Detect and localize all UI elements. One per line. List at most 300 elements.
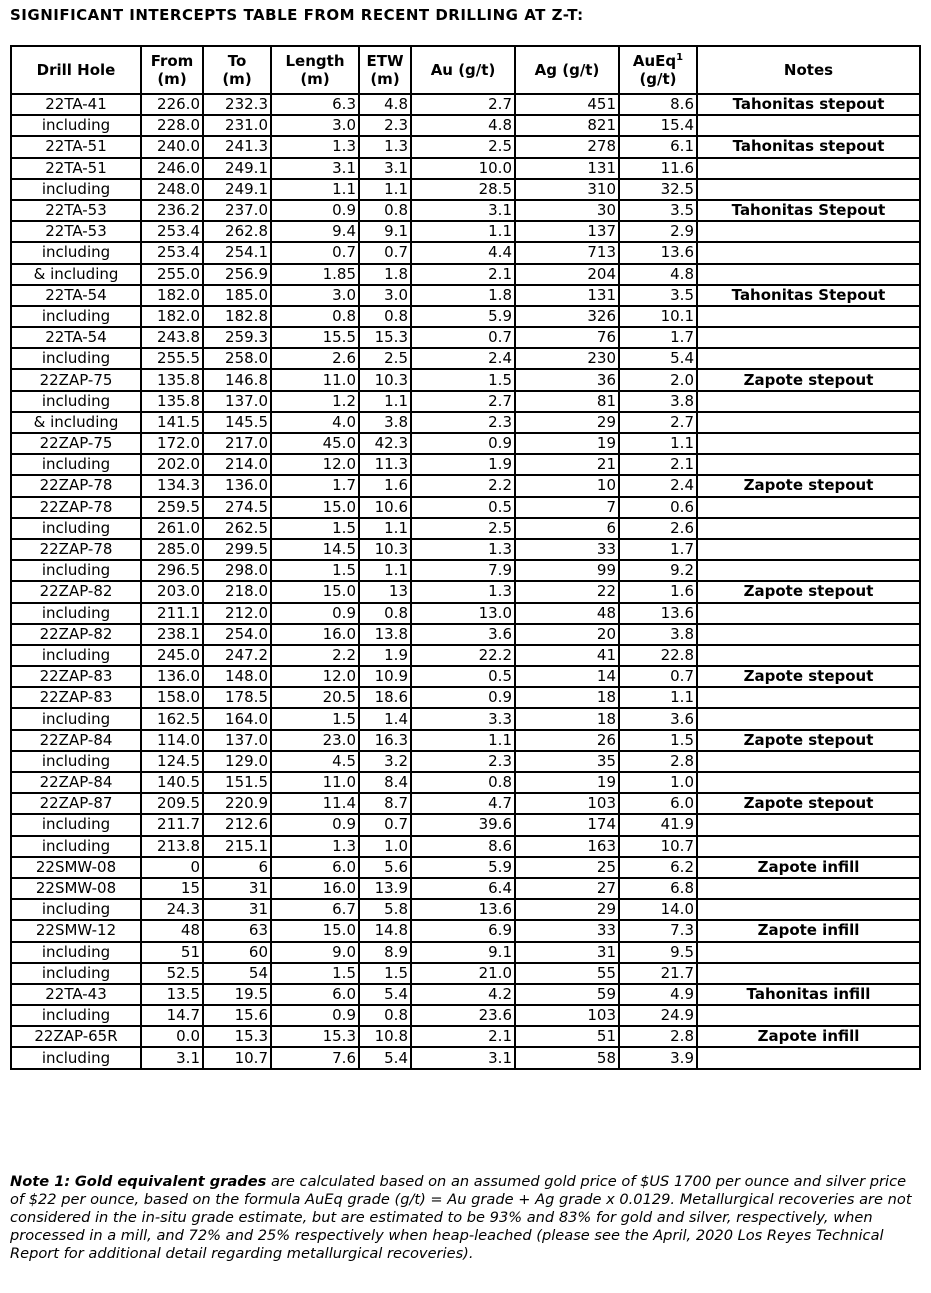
cell-au: 2.5 [411,136,515,157]
cell-to: 259.3 [203,327,271,348]
cell-to: 178.5 [203,687,271,708]
cell-aueq: 1.1 [619,687,697,708]
cell-length: 0.8 [271,306,359,327]
cell-ag: 26 [515,730,619,751]
cell-aueq: 2.8 [619,751,697,772]
cell-etw: 11.3 [359,454,411,475]
cell-length: 1.85 [271,264,359,285]
cell-au: 2.1 [411,264,515,285]
cell-aueq: 2.1 [619,454,697,475]
cell-from: 285.0 [141,539,203,560]
cell-etw: 1.8 [359,264,411,285]
cell-from: 211.7 [141,814,203,835]
cell-ag: 19 [515,772,619,793]
cell-notes [697,1047,920,1068]
cell-notes [697,836,920,857]
cell-etw: 1.1 [359,560,411,581]
cell-to: 15.3 [203,1026,271,1047]
cell-drill-hole: including [11,242,141,263]
cell-etw: 1.0 [359,836,411,857]
cell-from: 226.0 [141,94,203,115]
cell-aueq: 8.6 [619,94,697,115]
cell-length: 4.0 [271,412,359,433]
cell-au: 6.4 [411,878,515,899]
cell-notes [697,878,920,899]
cell-au: 0.5 [411,497,515,518]
cell-from: 15 [141,878,203,899]
cell-from: 209.5 [141,793,203,814]
cell-aueq: 4.8 [619,264,697,285]
cell-etw: 1.3 [359,136,411,157]
cell-aueq: 7.3 [619,920,697,941]
footnote-marker: 1 [676,52,684,63]
cell-au: 1.3 [411,539,515,560]
cell-drill-hole: 22ZAP-78 [11,497,141,518]
cell-length: 9.4 [271,221,359,242]
cell-ag: 29 [515,412,619,433]
cell-to: 60 [203,942,271,963]
header-from: From (m) [141,46,203,94]
cell-length: 12.0 [271,666,359,687]
cell-au: 1.8 [411,285,515,306]
footnote [10,1173,922,1263]
table-row [11,158,920,179]
cell-etw: 3.8 [359,412,411,433]
cell-etw: 10.3 [359,539,411,560]
cell-ag: 103 [515,1005,619,1026]
cell-au: 0.7 [411,327,515,348]
cell-notes: Tahonitas infill [697,984,920,1005]
cell-notes [697,1005,920,1026]
cell-drill-hole: 22ZAP-83 [11,687,141,708]
cell-drill-hole: 22SMW-12 [11,920,141,941]
cell-ag: 21 [515,454,619,475]
cell-aueq: 5.4 [619,348,697,369]
cell-au: 10.0 [411,158,515,179]
cell-aueq: 3.5 [619,285,697,306]
cell-from: 203.0 [141,581,203,602]
cell-notes [697,708,920,729]
cell-ag: 76 [515,327,619,348]
cell-etw: 10.8 [359,1026,411,1047]
cell-ag: 204 [515,264,619,285]
cell-length: 12.0 [271,454,359,475]
cell-au: 6.9 [411,920,515,941]
cell-ag: 55 [515,963,619,984]
cell-aueq: 1.5 [619,730,697,751]
cell-ag: 326 [515,306,619,327]
cell-notes [697,221,920,242]
cell-from: 13.5 [141,984,203,1005]
cell-ag: 31 [515,942,619,963]
cell-drill-hole: 22TA-54 [11,285,141,306]
table-row [11,560,920,581]
cell-notes [697,115,920,136]
cell-ag: 18 [515,708,619,729]
cell-to: 31 [203,878,271,899]
cell-ag: 33 [515,920,619,941]
cell-ag: 59 [515,984,619,1005]
cell-to: 137.0 [203,730,271,751]
cell-ag: 6 [515,518,619,539]
cell-length: 15.0 [271,581,359,602]
cell-notes [697,963,920,984]
cell-aueq: 32.5 [619,179,697,200]
cell-drill-hole: 22TA-43 [11,984,141,1005]
cell-drill-hole: including [11,836,141,857]
cell-length: 0.7 [271,242,359,263]
cell-aueq: 4.9 [619,984,697,1005]
table-row [11,687,920,708]
cell-notes [697,942,920,963]
cell-drill-hole: 22TA-51 [11,158,141,179]
cell-au: 2.7 [411,391,515,412]
cell-from: 182.0 [141,306,203,327]
cell-aueq: 6.1 [619,136,697,157]
cell-etw: 16.3 [359,730,411,751]
cell-notes [697,899,920,920]
cell-etw: 1.5 [359,963,411,984]
table-row [11,539,920,560]
cell-ag: 27 [515,878,619,899]
cell-length: 0.9 [271,200,359,221]
cell-notes [697,814,920,835]
cell-from: 255.0 [141,264,203,285]
cell-from: 253.4 [141,221,203,242]
cell-ag: 821 [515,115,619,136]
cell-ag: 41 [515,645,619,666]
cell-etw: 8.7 [359,793,411,814]
cell-etw: 0.8 [359,603,411,624]
cell-ag: 22 [515,581,619,602]
table-row [11,412,920,433]
cell-from: 182.0 [141,285,203,306]
cell-notes [697,412,920,433]
table-row [11,454,920,475]
cell-length: 15.5 [271,327,359,348]
cell-to: 148.0 [203,666,271,687]
cell-length: 6.0 [271,857,359,878]
cell-aueq: 2.8 [619,1026,697,1047]
cell-notes [697,391,920,412]
cell-ag: 7 [515,497,619,518]
cell-au: 2.3 [411,751,515,772]
cell-to: 241.3 [203,136,271,157]
cell-etw: 10.9 [359,666,411,687]
cell-au: 1.1 [411,730,515,751]
cell-length: 15.3 [271,1026,359,1047]
cell-au: 13.6 [411,899,515,920]
cell-etw: 13.9 [359,878,411,899]
cell-au: 4.8 [411,115,515,136]
cell-from: 124.5 [141,751,203,772]
cell-to: 185.0 [203,285,271,306]
cell-aueq: 0.7 [619,666,697,687]
cell-drill-hole: & including [11,264,141,285]
cell-notes [697,751,920,772]
cell-ag: 18 [515,687,619,708]
cell-etw: 1.6 [359,475,411,496]
cell-aueq: 2.0 [619,369,697,390]
cell-drill-hole: 22ZAP-65R [11,1026,141,1047]
cell-to: 220.9 [203,793,271,814]
cell-au: 0.8 [411,772,515,793]
cell-to: 151.5 [203,772,271,793]
header-etw: ETW (m) [359,46,411,94]
cell-etw: 0.8 [359,200,411,221]
table-row [11,814,920,835]
cell-etw: 8.9 [359,942,411,963]
cell-from: 248.0 [141,179,203,200]
cell-from: 0 [141,857,203,878]
cell-au: 21.0 [411,963,515,984]
cell-notes: Tahonitas stepout [697,94,920,115]
cell-etw: 0.8 [359,306,411,327]
cell-aueq: 2.7 [619,412,697,433]
table-row [11,730,920,751]
cell-length: 45.0 [271,433,359,454]
cell-au: 2.7 [411,94,515,115]
cell-notes: Tahonitas stepout [697,136,920,157]
cell-au: 5.9 [411,857,515,878]
cell-to: 146.8 [203,369,271,390]
cell-to: 19.5 [203,984,271,1005]
cell-from: 24.3 [141,899,203,920]
cell-length: 6.0 [271,984,359,1005]
cell-notes [697,645,920,666]
cell-notes [697,497,920,518]
cell-notes: Tahonitas Stepout [697,285,920,306]
cell-notes: Zapote stepout [697,793,920,814]
cell-from: 259.5 [141,497,203,518]
cell-etw: 3.0 [359,285,411,306]
cell-from: 48 [141,920,203,941]
cell-ag: 131 [515,285,619,306]
cell-notes [697,772,920,793]
cell-etw: 2.3 [359,115,411,136]
cell-notes [697,306,920,327]
cell-notes: Zapote stepout [697,666,920,687]
cell-drill-hole: including [11,518,141,539]
cell-au: 1.3 [411,581,515,602]
header-aueq: AuEq$^1$ (g/t) [619,46,697,94]
cell-from: 51 [141,942,203,963]
cell-length: 3.1 [271,158,359,179]
cell-etw: 2.5 [359,348,411,369]
cell-from: 253.4 [141,242,203,263]
table-row [11,984,920,1005]
cell-aueq: 14.0 [619,899,697,920]
cell-from: 14.7 [141,1005,203,1026]
cell-aueq: 2.4 [619,475,697,496]
cell-drill-hole: 22ZAP-75 [11,433,141,454]
table-row [11,772,920,793]
cell-from: 245.0 [141,645,203,666]
cell-notes [697,327,920,348]
cell-to: 231.0 [203,115,271,136]
footnote-lead: Gold equivalent grades [74,1173,267,1190]
cell-length: 3.0 [271,285,359,306]
cell-ag: 36 [515,369,619,390]
cell-from: 134.3 [141,475,203,496]
cell-au: 4.7 [411,793,515,814]
cell-aueq: 3.8 [619,624,697,645]
table-row [11,603,920,624]
cell-drill-hole: 22TA-41 [11,94,141,115]
cell-from: 238.1 [141,624,203,645]
cell-drill-hole: 22ZAP-84 [11,730,141,751]
cell-to: 136.0 [203,475,271,496]
header-drill-hole: Drill Hole [11,46,141,94]
cell-notes: Zapote infill [697,920,920,941]
cell-to: 247.2 [203,645,271,666]
cell-length: 11.0 [271,772,359,793]
cell-notes: Zapote stepout [697,581,920,602]
cell-drill-hole: 22TA-51 [11,136,141,157]
cell-to: 262.5 [203,518,271,539]
cell-from: 136.0 [141,666,203,687]
table-row [11,793,920,814]
cell-from: 135.8 [141,369,203,390]
cell-drill-hole: including [11,560,141,581]
cell-aueq: 13.6 [619,242,697,263]
cell-to: 249.1 [203,158,271,179]
cell-from: 140.5 [141,772,203,793]
cell-notes: Zapote stepout [697,369,920,390]
cell-aueq: 2.9 [619,221,697,242]
cell-notes [697,603,920,624]
cell-length: 14.5 [271,539,359,560]
cell-length: 3.0 [271,115,359,136]
cell-notes [697,158,920,179]
cell-drill-hole: including [11,814,141,835]
cell-notes [697,433,920,454]
table-row [11,836,920,857]
cell-au: 2.1 [411,1026,515,1047]
cell-notes [697,539,920,560]
cell-from: 158.0 [141,687,203,708]
cell-length: 9.0 [271,942,359,963]
table-row [11,306,920,327]
cell-ag: 99 [515,560,619,581]
cell-aueq: 10.7 [619,836,697,857]
cell-drill-hole: 22ZAP-82 [11,581,141,602]
footnote-text: are calculated based on an assumed gold price of $US 1700 per ounce and silver price of $22 per ounce, based on the formula AuEq grade (g/t) = Au grade + Ag grade x 0.0129. Metallurgical recoveries are not considered in the in-situ grade estimate, but are estimated to be 93% and 83% for gold and silver, respectively, when processed in a mill, and 72% and 25% respectively when heap-leached (please see the April, 2020 Los Reyes Technical Report for additional detail regarding metallurgical recoveries). [10,1173,912,1262]
cell-from: 0.0 [141,1026,203,1047]
cell-aueq: 1.6 [619,581,697,602]
cell-au: 3.1 [411,1047,515,1068]
cell-drill-hole: including [11,391,141,412]
cell-from: 255.5 [141,348,203,369]
cell-to: 249.1 [203,179,271,200]
cell-au: 9.1 [411,942,515,963]
cell-aueq: 3.6 [619,708,697,729]
cell-drill-hole: 22ZAP-84 [11,772,141,793]
cell-au: 0.9 [411,687,515,708]
cell-to: 182.8 [203,306,271,327]
cell-notes: Zapote stepout [697,730,920,751]
cell-length: 11.0 [271,369,359,390]
cell-drill-hole: including [11,179,141,200]
cell-etw: 5.8 [359,899,411,920]
table-row [11,1047,920,1068]
cell-length: 1.5 [271,708,359,729]
cell-ag: 48 [515,603,619,624]
cell-etw: 9.1 [359,221,411,242]
cell-ag: 58 [515,1047,619,1068]
table-row [11,645,920,666]
cell-ag: 20 [515,624,619,645]
cell-notes: Zapote infill [697,857,920,878]
cell-length: 6.3 [271,94,359,115]
cell-length: 1.7 [271,475,359,496]
cell-length: 6.7 [271,899,359,920]
cell-notes: Zapote infill [697,1026,920,1047]
cell-drill-hole: 22ZAP-83 [11,666,141,687]
table-row [11,1005,920,1026]
cell-from: 3.1 [141,1047,203,1068]
table-row [11,348,920,369]
table-row [11,497,920,518]
cell-au: 5.9 [411,306,515,327]
cell-etw: 1.1 [359,391,411,412]
cell-to: 63 [203,920,271,941]
cell-etw: 15.3 [359,327,411,348]
cell-etw: 1.4 [359,708,411,729]
cell-length: 2.2 [271,645,359,666]
cell-drill-hole: including [11,115,141,136]
cell-drill-hole: including [11,942,141,963]
cell-au: 0.5 [411,666,515,687]
cell-to: 214.0 [203,454,271,475]
cell-aueq: 9.5 [619,942,697,963]
cell-etw: 4.8 [359,94,411,115]
cell-au: 2.2 [411,475,515,496]
cell-etw: 3.1 [359,158,411,179]
cell-etw: 18.6 [359,687,411,708]
table-row [11,1026,920,1047]
cell-ag: 163 [515,836,619,857]
cell-from: 202.0 [141,454,203,475]
cell-drill-hole: 22TA-53 [11,200,141,221]
table-row [11,581,920,602]
cell-drill-hole: including [11,708,141,729]
table-row [11,708,920,729]
cell-ag: 451 [515,94,619,115]
cell-drill-hole: 22SMW-08 [11,857,141,878]
cell-drill-hole: 22SMW-08 [11,878,141,899]
table-row [11,179,920,200]
cell-au: 7.9 [411,560,515,581]
cell-aueq: 22.8 [619,645,697,666]
cell-from: 211.1 [141,603,203,624]
cell-etw: 42.3 [359,433,411,454]
table-row [11,136,920,157]
header-au: Au (g/t) [411,46,515,94]
cell-to: 274.5 [203,497,271,518]
cell-to: 212.0 [203,603,271,624]
cell-aueq: 3.9 [619,1047,697,1068]
cell-au: 8.6 [411,836,515,857]
cell-from: 52.5 [141,963,203,984]
cell-aueq: 9.2 [619,560,697,581]
cell-drill-hole: including [11,306,141,327]
cell-aueq: 3.5 [619,200,697,221]
cell-length: 11.4 [271,793,359,814]
cell-length: 15.0 [271,920,359,941]
cell-to: 299.5 [203,539,271,560]
table-row [11,751,920,772]
